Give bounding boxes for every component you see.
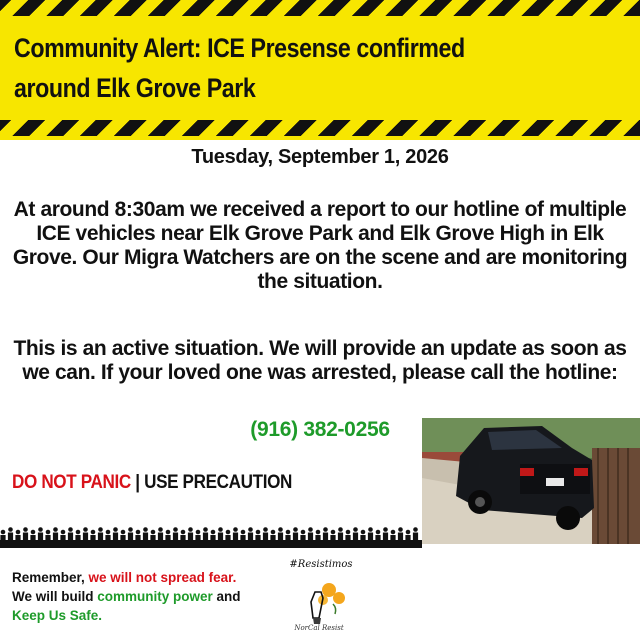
footer-message	[12, 568, 282, 625]
footer-line-2	[12, 587, 282, 606]
suv-photo	[422, 418, 640, 544]
footer-line-1	[12, 568, 282, 587]
hotline-number[interactable]: (916) 382-0256	[250, 418, 390, 441]
footer-remember-text: Remember,	[12, 570, 89, 585]
footer-build-text: We will build	[12, 589, 98, 604]
alert-date: Tuesday, September 1, 2026	[191, 146, 449, 168]
use-precaution-text: USE PRECAUTION	[144, 472, 293, 493]
crowd-silhouette-icon	[0, 518, 422, 548]
notice-separator: |	[130, 472, 145, 493]
footer-and-text: and	[212, 589, 241, 604]
resistimos-hashtag: #Resistimos	[289, 559, 353, 570]
alert-title: Community Alert: ICE Presense confirmed around Elk Grove Park	[14, 33, 465, 103]
footer-no-fear-text: we will not spread fear.	[88, 570, 237, 585]
footer-community-power-text: community power	[97, 589, 213, 604]
do-not-panic-text: DO NOT PANIC	[12, 472, 131, 493]
report-paragraph: At around 8:30am we received a report to our hotline of multiple ICE vehicles near Elk Grove Park and Elk Grove High in Elk Grove. Our Migra Watchers are on the scene and are monitoring the situation.	[12, 198, 628, 293]
precaution-notice	[12, 472, 292, 494]
active-situation-paragraph: This is an active situation. We will provide an update as soon as we can. If your loved one was arrested, please call the hotline:	[13, 337, 627, 384]
norcal-resist-caption: NorCal Resist	[294, 624, 344, 632]
hazard-stripe-bottom	[0, 120, 640, 136]
footer-line-3: Keep Us Safe.	[12, 608, 103, 623]
hazard-stripe-top	[0, 0, 640, 16]
alert-banner	[0, 0, 640, 140]
